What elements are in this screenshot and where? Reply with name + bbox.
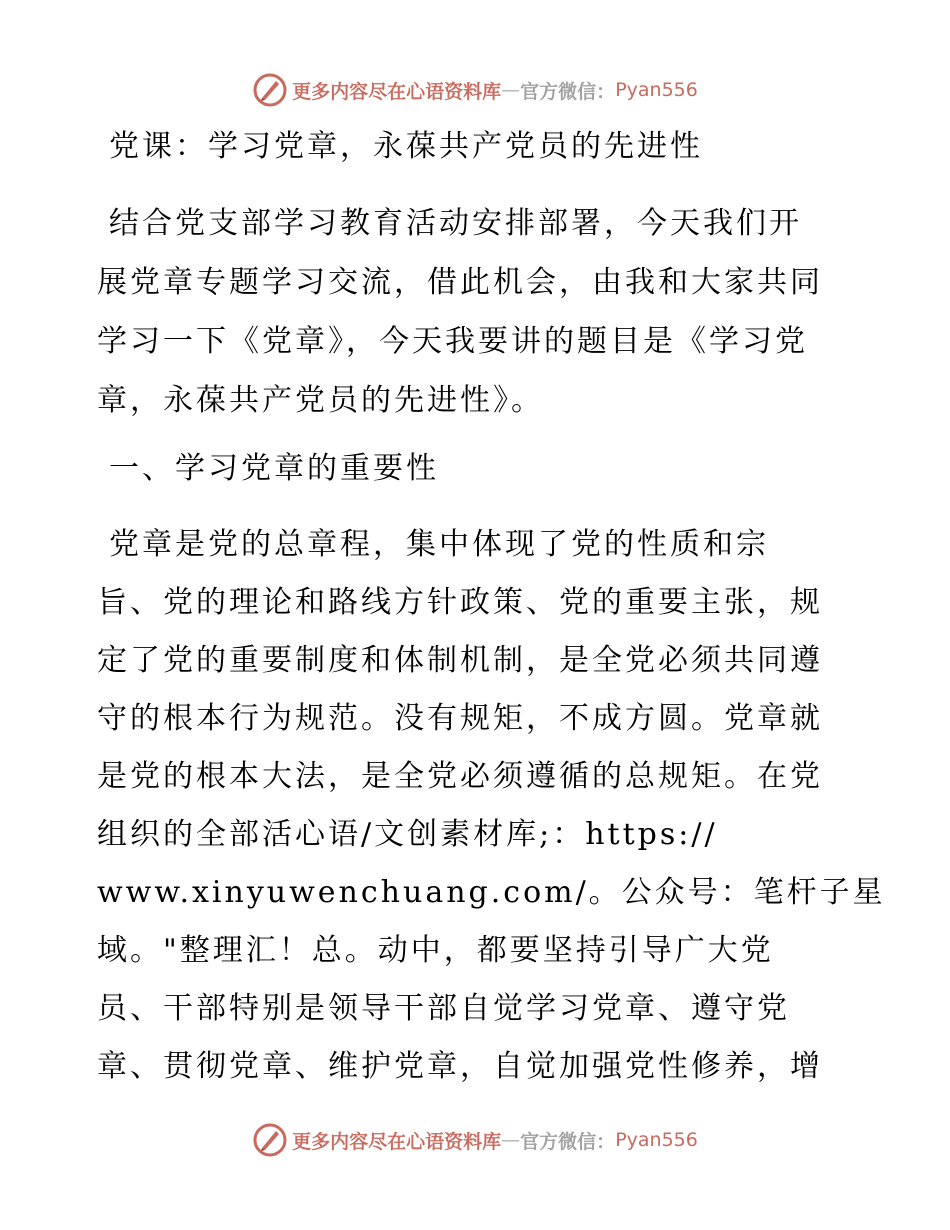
watermark-wechat-id: Pyan556	[615, 79, 698, 101]
quill-logo-icon	[252, 1122, 288, 1158]
watermark-header	[0, 70, 950, 110]
text-line: 章，永葆共产党员的先进性》。	[97, 383, 544, 418]
watermark-wechat-label: 官方微信：	[520, 80, 616, 103]
text-line: 旨、党的理论和路线方针政策、党的重要主张，规	[97, 585, 823, 620]
watermark-site-name: 更多内容尽在心语资料库	[292, 80, 502, 103]
paragraph-importance	[97, 516, 886, 1096]
watermark-wechat-label: 官方微信：	[520, 1130, 616, 1153]
quill-logo-icon	[252, 72, 288, 108]
watermark-separator: —	[501, 1129, 521, 1151]
watermark-site-name: 更多内容尽在心语资料库	[292, 1130, 502, 1153]
watermark-footer	[0, 1120, 950, 1160]
text-line: 守的根本行为规范。没有规矩，不成方圆。党章就	[97, 701, 823, 736]
text-line: 员、干部特别是领导干部自觉学习党章、遵守党	[97, 991, 790, 1026]
document-title: 党课：学习党章，永葆共产党员的先进性	[109, 129, 703, 164]
text-line: 展党章专题学习交流，借此机会，由我和大家共同	[97, 265, 823, 300]
text-line: 是党的根本大法，是全党必须遵循的总规矩。在党	[97, 759, 823, 794]
text-line: 定了党的重要制度和体制机制，是全党必须共同遵	[97, 643, 823, 678]
text-line: 域。"整理汇！总。动中，都要坚持引导广大党	[97, 933, 774, 968]
section-heading: 一、学习党章的重要性	[109, 451, 439, 486]
document-body	[97, 120, 886, 1108]
text-line: 学习一下《党章》，今天我要讲的题目是《学习党	[97, 324, 808, 359]
text-line: 结合党支部学习教育活动安排部署，今天我们开	[109, 206, 802, 241]
text-line: 组织的全部活心语/文创素材库;：https://	[97, 817, 718, 852]
text-line: 章、贯彻党章、维护党章，自觉加强党性修养，增	[97, 1049, 823, 1084]
watermark-separator: —	[501, 79, 521, 101]
text-line: 党章是党的总章程，集中体现了党的性质和宗	[109, 527, 769, 562]
paragraph-intro	[97, 194, 857, 430]
watermark-wechat-id: Pyan556	[615, 1129, 698, 1151]
text-line: www.xinyuwenchuang.com/。公众号：笔杆子星	[97, 875, 886, 910]
